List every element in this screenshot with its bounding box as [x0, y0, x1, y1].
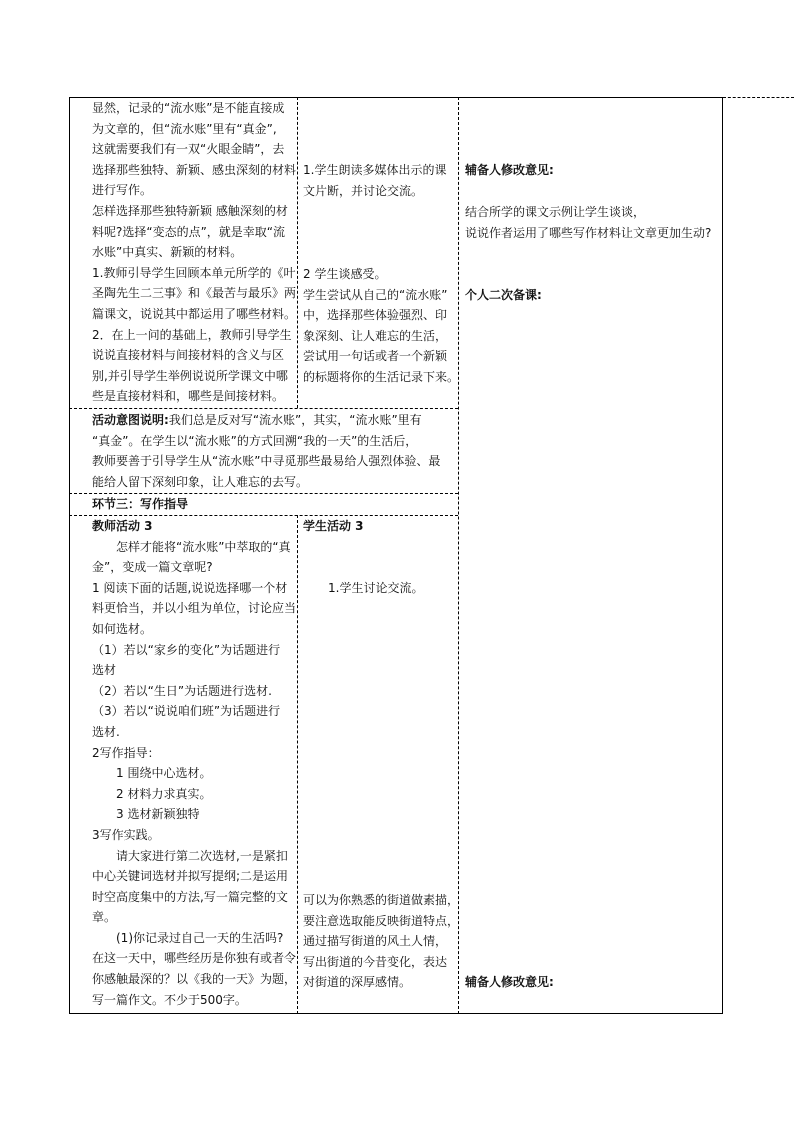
col-divider-1-bottom [297, 515, 298, 1014]
text-line: 篇课文，说说其中都运用了哪些材料。 [92, 306, 297, 321]
text-line: 进行写作。 [92, 183, 153, 198]
text-line: 圣陶先生二三事》和《最苦与最乐》两 [92, 286, 297, 301]
text-line: 怎样选择那些独特新颖 感触深刻的材 [92, 203, 288, 218]
text-line: 2 材料力求真实。 [116, 786, 212, 801]
text-line: 你感触最深的？以《我的一天》为题， [92, 972, 297, 987]
text-line: 中心关键词选材并拟写提纲;二是运用 [92, 869, 289, 884]
text-line: 中，选择那些体验强烈、印 [303, 308, 448, 323]
text-line: 1 围绕中心选材。 [116, 766, 212, 781]
text-line: 请大家进行第二次选材,一是紧扣 [116, 848, 288, 863]
text-line: 2．在上一问的基础上，教师引导学生 [92, 327, 292, 342]
text-line: （1）若以“家乡的变化”为话题进行 [92, 642, 281, 657]
row-divider-intent [69, 408, 458, 409]
intent-line: 我们总是反对写“流水账”，其实，“流水账”里有 [168, 413, 422, 427]
text-line: 的标题将你的生活记录下来。 [303, 369, 460, 384]
top-dashed-extension [723, 97, 794, 98]
text-line: 这就需要我们有一双“火眼金睛”，去 [92, 142, 285, 157]
student-activity-3-title: 学生活动 3 [303, 519, 364, 533]
teacher-activity-3 [92, 516, 296, 1010]
col-divider-2 [458, 97, 459, 1014]
text-line: 写一篇作文。不少于500字。 [92, 992, 247, 1007]
text-line: （2）若以“生日”为话题进行选材. [92, 683, 272, 698]
text-line: 时空高度集中的方法,写一篇完整的文 [92, 889, 288, 904]
text-line: 能给人留下深刻印象，让人难忘的去写。 [92, 474, 309, 489]
reviewer-comments-text [465, 202, 711, 243]
text-line: 2写作指导： [92, 745, 160, 760]
table-left-border [69, 97, 70, 1014]
text-line: 怎样才能将“流水账”中萃取的“真 [116, 539, 291, 554]
text-line: 选择那些独特、新颖、感虫深刻的材料 [92, 162, 297, 177]
text-line: （3）若以“说说咱们班”为话题进行 [92, 704, 281, 719]
teacher-activity-3-title: 教师活动 3 [92, 519, 153, 533]
text-line: 料呢?选择“变态的点”，就是幸取“流 [92, 224, 286, 239]
text-line: 教师要善于引导学生从“流水账”中寻觅那些最易给人强烈体验、最 [92, 454, 441, 469]
col-divider-1-top [297, 97, 298, 408]
text-line: 选材 [92, 663, 117, 678]
text-line: 1 阅读下面的话题,说说选择哪一个材 [92, 580, 288, 595]
text-line: 2 学生谈感受。 [303, 267, 387, 281]
student-activity-3-text [303, 890, 459, 993]
text-line: 说说作者运用了哪些写作材料让文章更加生动? [465, 225, 712, 240]
student-activity-step1 [303, 160, 446, 201]
student-activity-3-step1: 1.学生讨论交流。 [328, 581, 424, 595]
text-line: 结合所学的课文示例让学生谈谈， [465, 205, 646, 219]
text-line: 说说直接材料与间接材料的含义与区 [92, 348, 285, 363]
second-prep-heading: 个人二次备课: [465, 288, 542, 302]
text-line: 要注意选取能反映街道特点， [303, 913, 460, 928]
activity-intent [92, 410, 440, 492]
section3-title: 环节三：写作指导 [92, 497, 189, 511]
text-line: 尝试用一句话或者一个新颖 [303, 349, 448, 364]
text-line: 水账”中真实、新颖的材料。 [92, 245, 243, 260]
text-line: “真金”。在学生以“流水账”的方式回溯“我的一天”的生活后， [92, 433, 418, 448]
text-line [92, 410, 440, 431]
text-line: 金”，变成一篇文章呢? [92, 560, 213, 575]
text-line: 对街道的深厚感情。 [303, 975, 412, 990]
reviewer-comments-heading-2: 辅备人修改意见: [465, 975, 554, 989]
text-line: 在这一天中，哪些经历是你独有或者令 [92, 951, 297, 966]
text-line: 写出街道的今昔变化，表达 [303, 954, 448, 969]
text-line: 如何选材。 [92, 621, 153, 636]
text-line: (1)你记录过自己一天的生活吗? [116, 930, 284, 945]
text-line: 为文章的，但“流水账”里有“真金”, [92, 121, 277, 136]
text-line: 选材. [92, 724, 120, 739]
text-line: 显然，记录的“流水账”是不能直接成 [92, 101, 285, 115]
teacher-activity-text [92, 98, 296, 407]
text-line: 通过描写街道的风土人情， [303, 934, 448, 949]
text-line: 别,并引导学生举例说说所学课文中哪 [92, 368, 288, 383]
reviewer-comments-heading: 辅备人修改意见: [465, 163, 554, 177]
student-activity-step2 [303, 264, 459, 388]
text-line: 章。 [92, 910, 117, 925]
text-line: 象深刻、让人难忘的生活， [303, 328, 448, 343]
text-line: 1.学生朗读多媒体出示的课 [303, 163, 447, 177]
text-line: 可以为你熟悉的街道做素描， [303, 893, 460, 907]
intent-label: 活动意图说明: [92, 413, 169, 427]
text-line: 3 选材新颖独特 [116, 807, 200, 822]
text-line: 1.教师引导学生回顾本单元所学的《叶 [92, 265, 296, 280]
text-line: 3写作实践。 [92, 827, 160, 842]
text-line: 文片断，并讨论交流。 [303, 183, 424, 198]
text-line: 料更恰当，并以小组为单位，讨论应当 [92, 601, 297, 616]
text-line: 些是直接材料和，哪些是间接材料。 [92, 389, 285, 404]
text-line: 学生尝试从自己的“流水账” [303, 287, 448, 302]
